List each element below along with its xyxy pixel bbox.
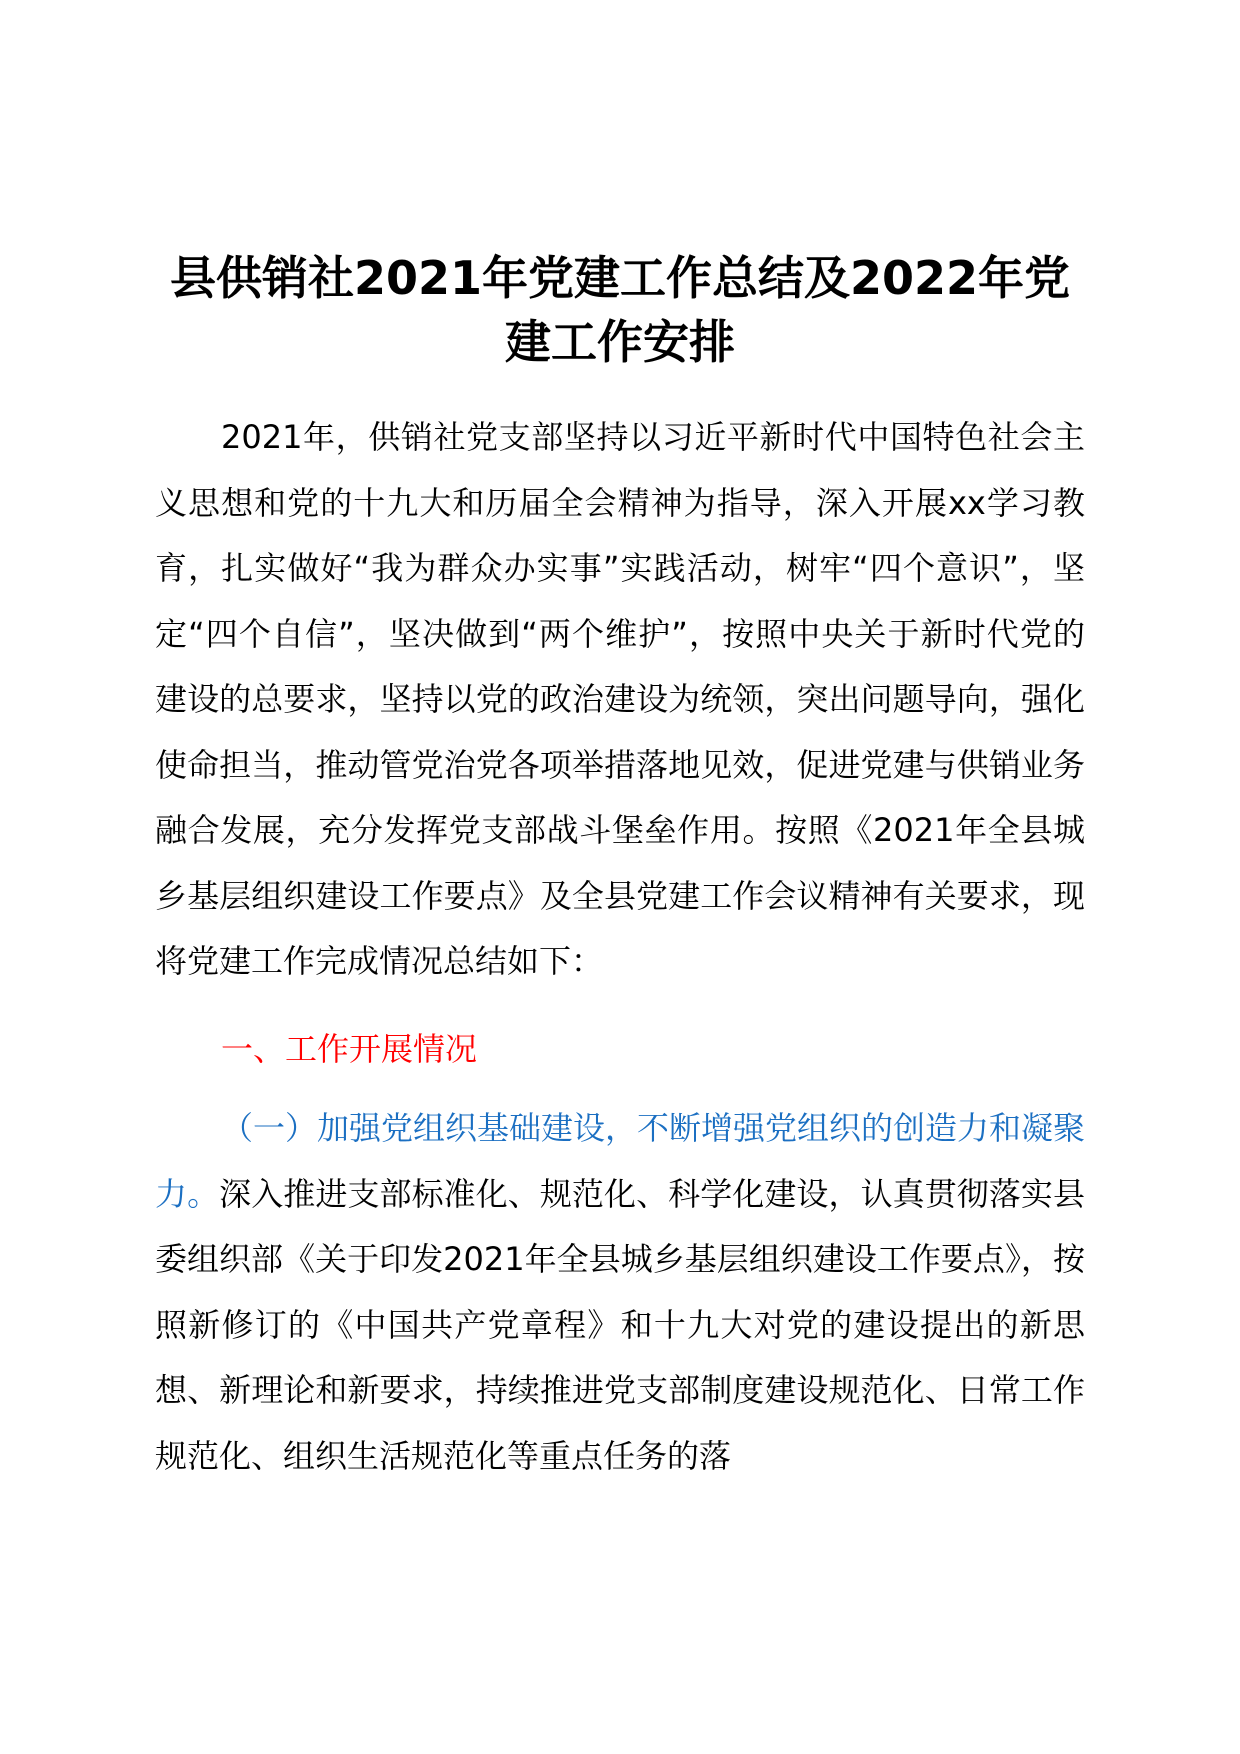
subsection-body-text: 深入推进支部标准化、规范化、科学化建设，认真贯彻落实县委组织部《关于印发2021年全县城乡基层组织建设工作要点》，按照新修订的《中国共产党章程》和十九大对党的建设提出的新思想、新理论和新要求，持续推进党支部制度建设规范化、日常工作规范化、组织生活规范化等重点任务的落 [155, 1174, 1085, 1475]
document-title: 县供销社2021年党建工作总结及2022年党建工作安排 [169, 251, 1071, 369]
subsection-paragraph-party-building [155, 1096, 1085, 1489]
intro-paragraph: 2021年，供销社党支部坚持以习近平新时代中国特色社会主义思想和党的十九大和历届全会精神为指导，深入开展xx学习教育，扎实做好“我为群众办实事”实践活动，树牢“四个意识”，坚定“四个自信”，坚决做到“两个维护”，按照中央关于新时代党的建设的总要求，坚持以党的政治建设为统领，突出问题导向，强化使命担当，推动管党治党各项举措落地见效，促进党建与供销业务融合发展，充分发挥党支部战斗堡垒作用。按照《2021年全县城乡基层组织建设工作要点》及全县党建工作会议精神有关要求，现将党建工作完成情况总结如下： [155, 418, 1085, 980]
section-heading-work-progress: 一、工作开展情况 [221, 1030, 478, 1068]
subsection-heading: （一）加强党组织基础建设，不断增强党组织的创造力和凝聚力。 [155, 1109, 1086, 1213]
